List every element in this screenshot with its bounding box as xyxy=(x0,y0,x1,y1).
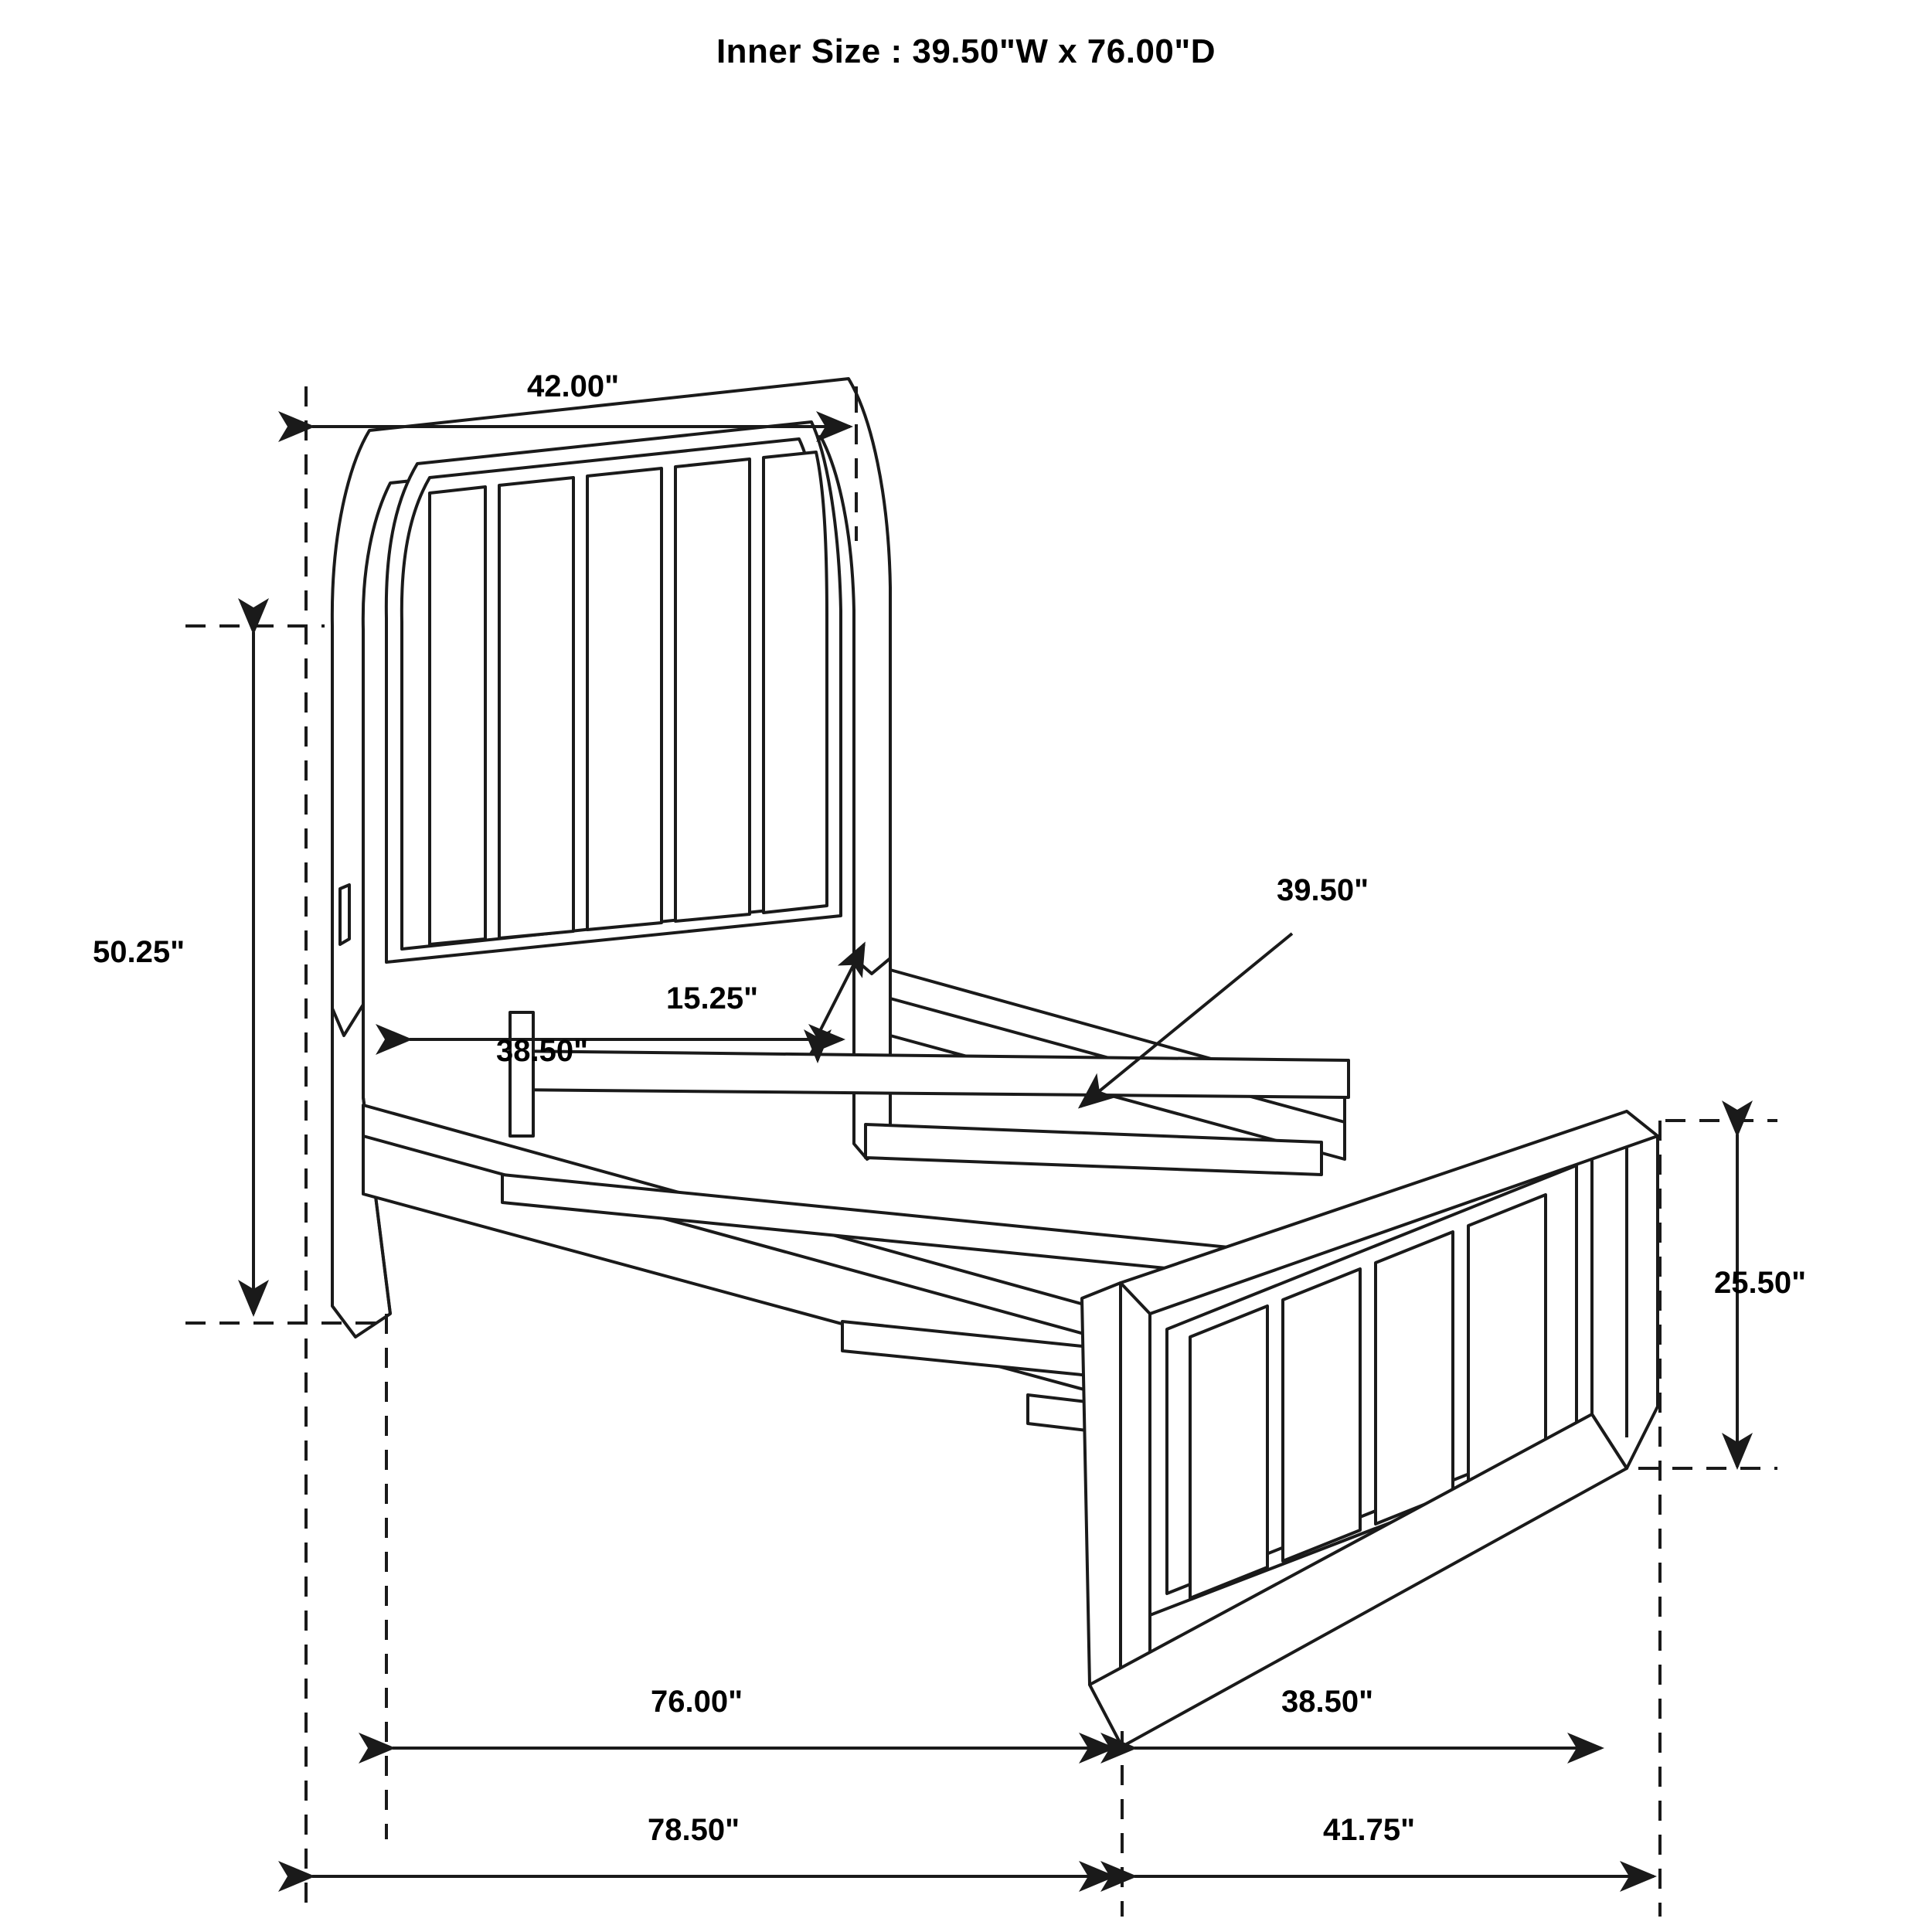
footboard-cushion-4 xyxy=(1468,1195,1546,1487)
cushion-4 xyxy=(675,459,750,921)
dim-label-footboard-height: 25.50" xyxy=(1714,1266,1807,1300)
dim-label-overall-length: 78.50" xyxy=(648,1813,740,1847)
dim-label-headboard-width: 42.00" xyxy=(527,369,620,403)
dim-label-panel-height: 15.25" xyxy=(666,981,759,1015)
footboard-cushion-1 xyxy=(1190,1306,1267,1598)
cushion-5 xyxy=(764,452,827,913)
cushion-3 xyxy=(587,468,662,930)
dim-label-inner-rail-width: 39.50" xyxy=(1277,873,1369,907)
center-support-beam-upper xyxy=(510,1051,1349,1097)
dim-label-headboard-inner-width: 38.50" xyxy=(496,1034,589,1068)
dim-label-inner-length: 76.00" xyxy=(651,1685,743,1719)
dim-label-overall-height: 50.25" xyxy=(93,935,185,969)
dim-label-footboard-width: 41.75" xyxy=(1323,1813,1416,1847)
cushion-2 xyxy=(499,478,573,938)
cushion-1 xyxy=(430,487,485,944)
footboard-right-post xyxy=(1592,1111,1658,1468)
page-title: Inner Size : 39.50"W x 76.00"D xyxy=(716,32,1216,70)
footboard-cushion-3 xyxy=(1376,1232,1453,1524)
footboard-cushion-2 xyxy=(1283,1269,1360,1561)
dim-label-footboard-inner-width: 38.50" xyxy=(1281,1685,1374,1719)
slat-post xyxy=(510,1012,533,1136)
headboard-accent-notch xyxy=(340,885,349,944)
